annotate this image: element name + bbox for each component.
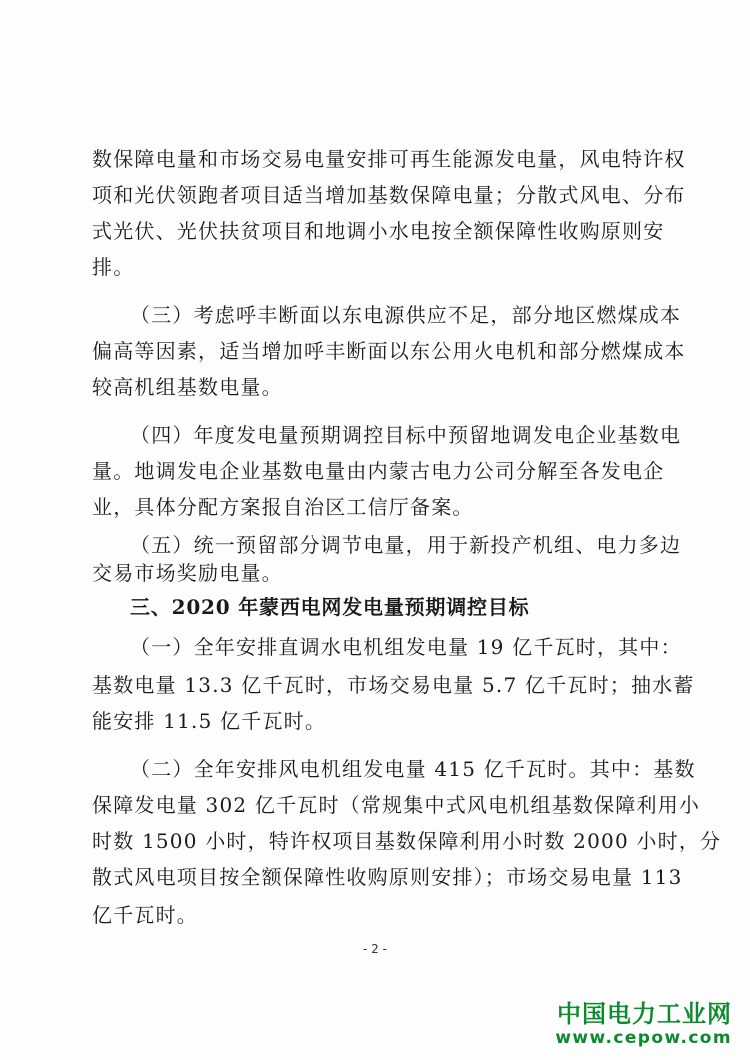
- paragraph-line: 较高机组基数电量。: [92, 375, 283, 399]
- paragraph-line: 交易市场奖励电量。: [92, 561, 283, 585]
- watermark-site-name: 中国电力工业网: [557, 1000, 732, 1028]
- paragraph-line: 偏高等因素，适当增加呼丰断面以东公用火电机和部分燃煤成本: [92, 339, 686, 363]
- paragraph-line: 亿千瓦时。: [92, 903, 198, 927]
- paragraph-line: 项和光伏领跑者项目适当增加基数保障电量；分散式风电、分布: [92, 183, 686, 207]
- watermark-url: www.cepow.com: [555, 1028, 732, 1048]
- paragraph-line: 数保障电量和市场交易电量安排可再生能源发电量，风电特许权: [92, 147, 686, 171]
- paragraph-line: （一）全年安排直调水电机组发电量 19 亿千瓦时，其中：: [130, 635, 682, 659]
- paragraph-line: 散式风电项目按全额保障性收购原则安排）；市场交易电量 113: [92, 865, 683, 889]
- paragraph-line: 基数电量 13.3 亿千瓦时，市场交易电量 5.7 亿千瓦时；抽水蓄: [92, 673, 695, 697]
- paragraph-line: （五）统一预留部分调节电量，用于新投产机组、电力多边: [130, 533, 682, 557]
- paragraph-line: 能安排 11.5 亿千瓦时。: [92, 709, 327, 733]
- section-heading: 三、2020 年蒙西电网发电量预期调控目标: [130, 595, 530, 619]
- paragraph-line: （三）考虑呼丰断面以东电源供应不足，部分地区燃煤成本: [130, 303, 682, 327]
- paragraph-line: （二）全年安排风电机组发电量 415 亿千瓦时。其中：基数: [130, 757, 696, 781]
- paragraph-line: 量。地调发电企业基数电量由内蒙古电力公司分解至各发电企: [92, 459, 665, 483]
- paragraph-line: 时数 1500 小时，特许权项目基数保障利用小时数 2000 小时，分: [92, 829, 722, 853]
- paragraph-line: 式光伏、光伏扶贫项目和地调小水电按全额保障性收购原则安: [92, 219, 665, 243]
- page-number: - 2 -: [363, 942, 387, 956]
- paragraph-line: 排。: [92, 255, 135, 279]
- paragraph-line: 保障发电量 302 亿千瓦时（常规集中式风电机组基数保障利用小: [92, 793, 701, 817]
- paragraph-line: 业，具体分配方案报自治区工信厅备案。: [92, 495, 474, 519]
- paragraph-line: （四）年度发电量预期调控目标中预留地调发电企业基数电: [130, 423, 682, 447]
